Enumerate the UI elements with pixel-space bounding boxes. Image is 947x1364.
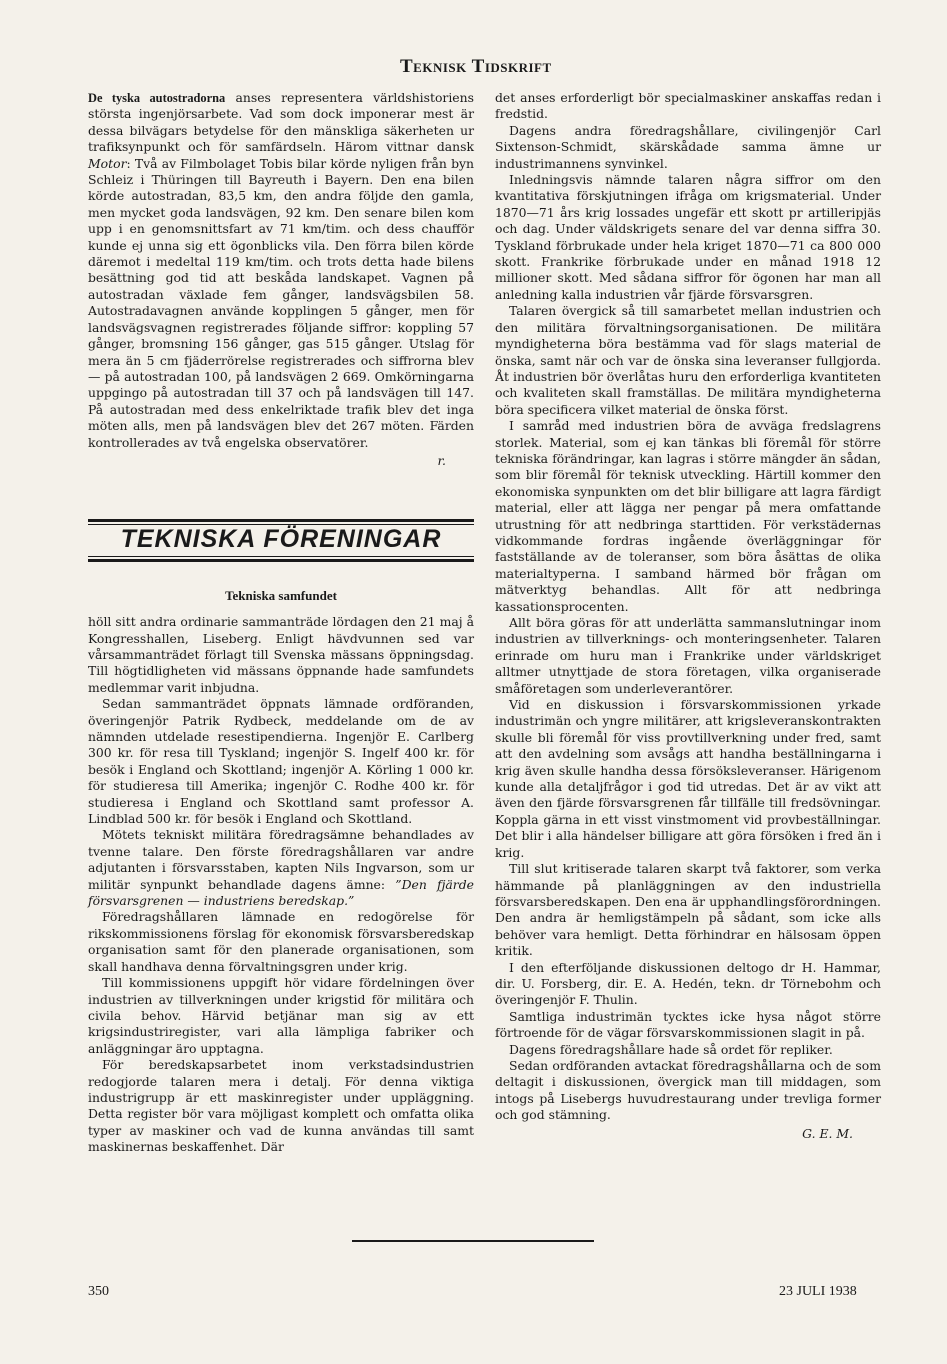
article-signature: r. <box>437 452 446 468</box>
paragraph: I samråd med industrien böra de avväga fredslagrens storlek. Material, som ej kan tänkas bli föremål för större tekniska förändringar, kan lagras i större mängder än sådan, som blir föremål för teknisk utveckling. Härtill kommer den ekonomiska synpunkten om det blir billigare att lagra färdigt material, eller att lägga ner pengar på mera omfattande utrustning för att nedbringa starttiden. För verkstädernas vidkommande fordras ingående överläggningar för fastställande av de toleranser, som böra åsättas de olika materialtyperna. I samband härmed bör frågan om mätverktyg behandlas. Allt för att nedbringa kassationsprocenten. <box>495 418 881 614</box>
paragraph: I den efterföljande diskussionen deltogo dr H. Hammar, dir. U. Forsberg, dir. E. A. Hedén, tekn. dr Törnebohm och överingenjör F. Thulin. <box>495 959 881 1008</box>
issue-date: 23 JULI 1938 <box>779 1284 857 1299</box>
journal-masthead: Teknisk Tidskrift <box>400 56 552 77</box>
article-signature: G. E. M. <box>802 1125 853 1141</box>
paragraph: Dagens föredragshållare hade så ordet för repliker. <box>509 1041 833 1057</box>
section-banner <box>88 519 474 561</box>
section-title: TEKNISKA FÖRENINGAR <box>120 525 442 554</box>
paragraph: Inledningsvis nämnde talaren några siffror om den kvantitativa förskjutningen ifråga om krigsmaterial. Under 1870—71 års krig lossades ungefär ett skott pr artilleripjäs och dag. Under väldskrigets senare del var denna siffra 30. Tyskland förbrukade under hela kriget 1870—71 ca 800 000 skott. Frankrike förbrukade under en månad 1918 12 millioner skott. Med sådana siffror för ögonen har man all anledning kalla industrien vår fjärde försvarsgren. <box>495 172 881 302</box>
paragraph: Till kommissionens uppgift hör vidare fördelningen över industrien av tillverkningen under krigstid för militära och civila behov. Härvid betjänar man sig av ett krigsindustriregister, vari alla lämpliga fabriker och anläggningar äro upptagna. <box>88 975 474 1056</box>
paragraph: Till slut kritiserade talaren skarpt två faktorer, som verka hämmande på planläggningen av den industriella försvarsberedskapen. Den ena är upphandlingsförordningen. Den andra är hemligstämpeln på sådant, som icke alls behöver vara hemligt. Detta förhindrar en hälsosam öppen kritik. <box>495 861 881 959</box>
divider <box>88 559 474 562</box>
paragraph: Talaren övergick så till samarbetet mellan industrien och den militära förvaltningsorganisationen. De militära myndigheterna böra bestämma vad för slags material de önska, samt när och var de önska sina leveranser fullgjorda. Åt industrien bör överlåtas huru den erforderliga kvantiteten och kvaliteten skall framställas. De militära myndigheterna böra specificera vilket material de önska först. <box>495 303 881 417</box>
paragraph: För beredskapsarbetet inom verkstadsindustrien redogjorde talaren mera i detalj. För denna viktiga industrigrupp är ett maskinregister under uppläggning. Detta register bör vara möjligast komplett och omfatta olika typer av maskiner och vad de kunna användas till samt maskinernas beskaffenhet. Där <box>88 1057 474 1155</box>
paragraph: höll sitt andra ordinarie sammanträde lördagen den 21 maj å Kongresshallen, Liseberg. Enligt hävdvunnen sed var vårsammanträdet förlagt till Svenska mässans öppningsdag. Till högtidligheten vid mässans öppnande hade samfundets medlemmar varit inbjudna. <box>88 614 474 695</box>
divider <box>88 519 474 522</box>
subheading: Tekniska samfundet <box>225 587 337 603</box>
left-column <box>88 90 474 1156</box>
paragraph: Sedan ordföranden avtackat föredragshållarna och de som deltagit i diskussionen, övergick man till middagen, som intogs på Lisebergs huvudrestaurang under trevliga former och god stämning. <box>495 1057 881 1123</box>
paragraph: det anses erforderligt bör specialmaskiner anskaffas redan i fredstid. <box>495 90 881 122</box>
divider <box>88 556 474 557</box>
paragraph: Vid en diskussion i försvarskommissionen yrkade industrimän och yngre militärer, att krigsleveranskontrakten skulle bli föremål för viss provtillverkning under fred, samt att den avdelning som avsågs att handha beställningarna i krig även skulle handha dessa försöksleveranser. Härigenom kunde alla detaljfrågor i god tid utredas. Det är av vikt att även den fjärde försvarsgrenen får tillfälle till fredsövningar. Koppla gärna in ett visst vinstmoment vid provbeställningar. Det blir i alla händelser billigare att göra försöken i fred än i krig. <box>495 697 881 860</box>
autostrada-paragraph: De tyska autostradorna anses representera världshistoriens största ingenjörsarbete. Vad som dock imponerar mest är dessa bilvägars betydelse för den mänskliga säkerheten ur trafiksynpunkt och för samfärdseln. Härom vittnar dansk Motor: Två av Filmbolaget Tobis bilar körde nyligen från byn Schleiz i Thüringen till Bayreuth i Bayern. Den ena bilen körde autostradan, 83,5 km, den andra följde den gamla, men mycket goda landsvägen, 92 km. Den senare bilen kom upp i en genomsnittsfart av 71 km/tim. och dess chaufför kunde ej unna sig ett ögonblicks vila. Den förra bilen körde däremot i medeltal 119 km/tim. och trots detta hade bilens besättning god tid att beskåda landskapet. Vagnen på autostradan växlade fem gånger, landsvägsbilen 58. Autostradavagnen använde kopplingen 5 gånger, men för landsvägsvagnen registrerades följande siffror: koppling 57 gånger, bromsning 156 gånger, gas 515 gånger. Utslag för mera än 5 cm fjäderrörelse registrerades och siffrorna blev — på autostradan 100, på landsvägen 2 669. Omkörningarna uppgingo på autostradan till 37 och på landsvägen till 147. På autostradan med dess enkelriktade trafik blev det inga möten alls, men på landsvägen blev det 267 möten. Färden kontrollerades av två engelska observatörer. <box>88 90 474 450</box>
article-lead: De tyska autostradorna <box>88 91 226 105</box>
bottom-divider <box>352 1240 594 1242</box>
lecture-topic: ”Den fjärde försvarsgrenen — industriens beredskap.” <box>88 876 474 909</box>
paragraph: Mötets tekniskt militära föredragsämne behandlades av tvenne talare. Den förste föredragshållaren var andre adjutanten i försvarsstaben, kapten Nils Ingvarson, som ur militär synpunkt behandlade dagens ämne: ”Den fjärde försvarsgrenen — industriens beredskap.” <box>88 827 474 909</box>
right-column <box>495 90 881 1142</box>
paragraph: Allt böra göras för att underlätta sammanslutningar inom industrien av tillverknings- och monteringsenheter. Talaren erinrade om huru man i Frankrike under världskriget alltmer utnyttjade de stora företagen, vilka organiserade småföretagen som underleverantörer. <box>495 615 881 696</box>
paragraph: Dagens andra föredragshållare, civilingenjör Carl Sixtenson-Schmidt, skärskådade samma ämne ur industrimannens synvinkel. <box>495 122 881 171</box>
paragraph: Samtliga industrimän tycktes icke hysa något större förtroende för de vägar försvarskommissionen slagit in på. <box>495 1008 881 1041</box>
page-number: 350 <box>88 1284 109 1299</box>
paragraph: Föredragshållaren lämnade en redogörelse för rikskommissionens förslag för ekonomisk försvarsberedskap organisation samt för den planerade organisationen, som skall handhava denna förvaltningsgren under krig. <box>88 909 474 974</box>
source-name: Motor <box>88 155 127 171</box>
paragraph: Sedan sammanträdet öppnats lämnade ordföranden, överingenjör Patrik Rydbeck, meddelande om de av nämnden utdelade resestipendierna. Ingenjör E. Carlberg 300 kr. för resa till Tyskland; ingenjör S. Ingelf 400 kr. för besök i England och Skottland; ingenjör A. Körling 1 000 kr. för studieresa till Amerika; ingenjör C. Rodhe 400 kr. för studieresa i England och Skottland samt professor A. Lindblad 500 kr. för besök i England och Skottland. <box>88 696 474 827</box>
